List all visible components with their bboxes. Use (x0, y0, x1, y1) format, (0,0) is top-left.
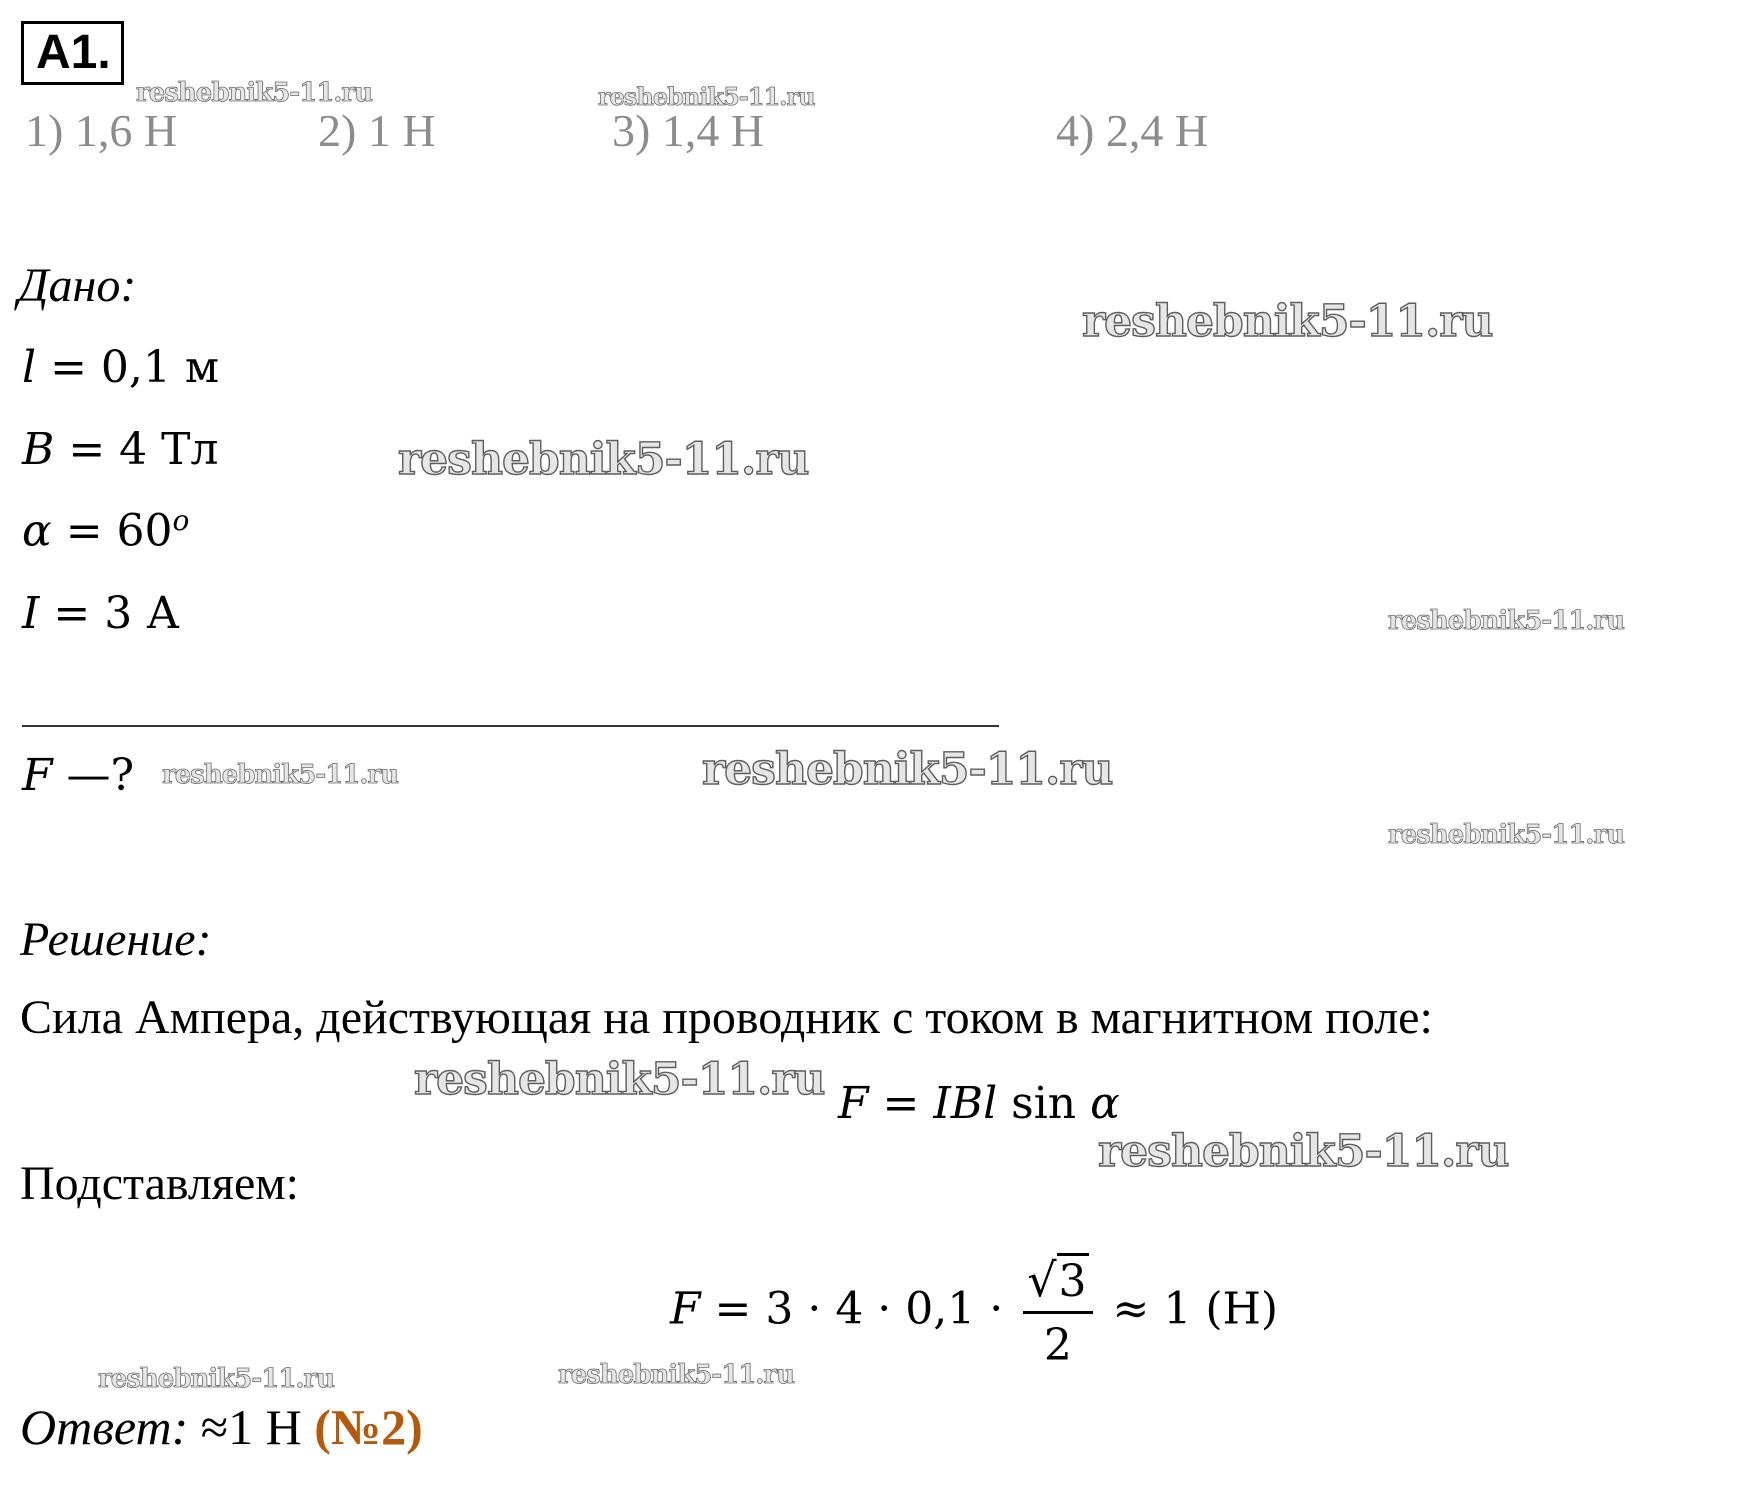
watermark: reshebnik5-11.ru (98, 1364, 335, 1394)
watermark: reshebnik5-11.ru (398, 434, 809, 485)
given-current (22, 588, 180, 639)
given-divider (22, 725, 999, 727)
option-1: 1) 1,6 Н (25, 105, 178, 156)
given-heading: Дано: (18, 259, 137, 312)
fraction-bar (1023, 1311, 1092, 1314)
symbol-b: B (22, 424, 55, 475)
formula-func: sin (997, 1078, 1091, 1129)
calculation (670, 1253, 1278, 1371)
given-value: = 4 Тл (54, 424, 219, 475)
watermark: reshebnik5-11.ru (162, 760, 399, 790)
find-line (22, 750, 134, 801)
watermark: reshebnik5-11.ru (558, 1360, 795, 1390)
given-value: = 3 А (39, 588, 180, 639)
given-value: = 0,1 м (36, 342, 220, 393)
option-4: 4) 2,4 Н (1056, 105, 1209, 156)
watermark: reshebnik5-11.ru (1388, 820, 1625, 850)
option-2: 2) 1 Н (318, 105, 436, 156)
answer-choice: (№2) (314, 1399, 423, 1455)
sqrt-argument: 3 (1057, 1253, 1089, 1307)
find-question: —? (52, 750, 135, 801)
watermark: reshebnik5-11.ru (702, 744, 1113, 795)
solution-heading: Решение: (20, 913, 212, 966)
watermark: reshebnik5-11.ru (136, 78, 373, 108)
given-angle (22, 504, 189, 557)
symbol-f: F (22, 750, 53, 801)
ampere-formula (838, 1078, 1120, 1129)
given-value: = 60 (51, 505, 173, 557)
calc-product: = 3 · 4 · 0,1 · (700, 1283, 1018, 1335)
fraction-denominator: 2 (1043, 1320, 1072, 1371)
symbol-l: l (22, 342, 37, 393)
calc-lhs: F (670, 1283, 701, 1335)
watermark: reshebnik5-11.ru (1098, 1126, 1509, 1177)
task-number: A1. (21, 21, 124, 85)
formula-lhs: F (838, 1078, 869, 1129)
watermark: reshebnik5-11.ru (414, 1054, 825, 1105)
symbol-alpha: α (22, 505, 52, 557)
calc-result: ≈ 1 (Н) (1098, 1283, 1279, 1335)
fraction-numerator (1023, 1253, 1092, 1307)
answer-line (20, 1398, 423, 1456)
substitute-text: Подставляем: (20, 1157, 299, 1210)
fraction (1023, 1253, 1092, 1371)
given-induction (22, 424, 218, 475)
option-3: 3) 1,4 Н (612, 105, 765, 156)
formula-eq: = (868, 1078, 934, 1129)
given-length (22, 342, 219, 393)
watermark: reshebnik5-11.ru (1082, 296, 1493, 347)
watermark: reshebnik5-11.ru (1388, 606, 1625, 636)
watermark: reshebnik5-11.ru (598, 82, 815, 111)
solution-text: Сила Ампера, действующая на проводник с током в магнитном поле: (20, 991, 1433, 1044)
degree-superscript: o (172, 504, 190, 537)
answer-label: Ответ: (20, 1399, 189, 1455)
formula-arg: α (1090, 1078, 1120, 1129)
answer-value: ≈1 Н (188, 1399, 315, 1455)
sqrt-sign: √ (1027, 1253, 1057, 1307)
symbol-i: I (22, 588, 40, 639)
formula-vars: IBl (933, 1078, 998, 1129)
